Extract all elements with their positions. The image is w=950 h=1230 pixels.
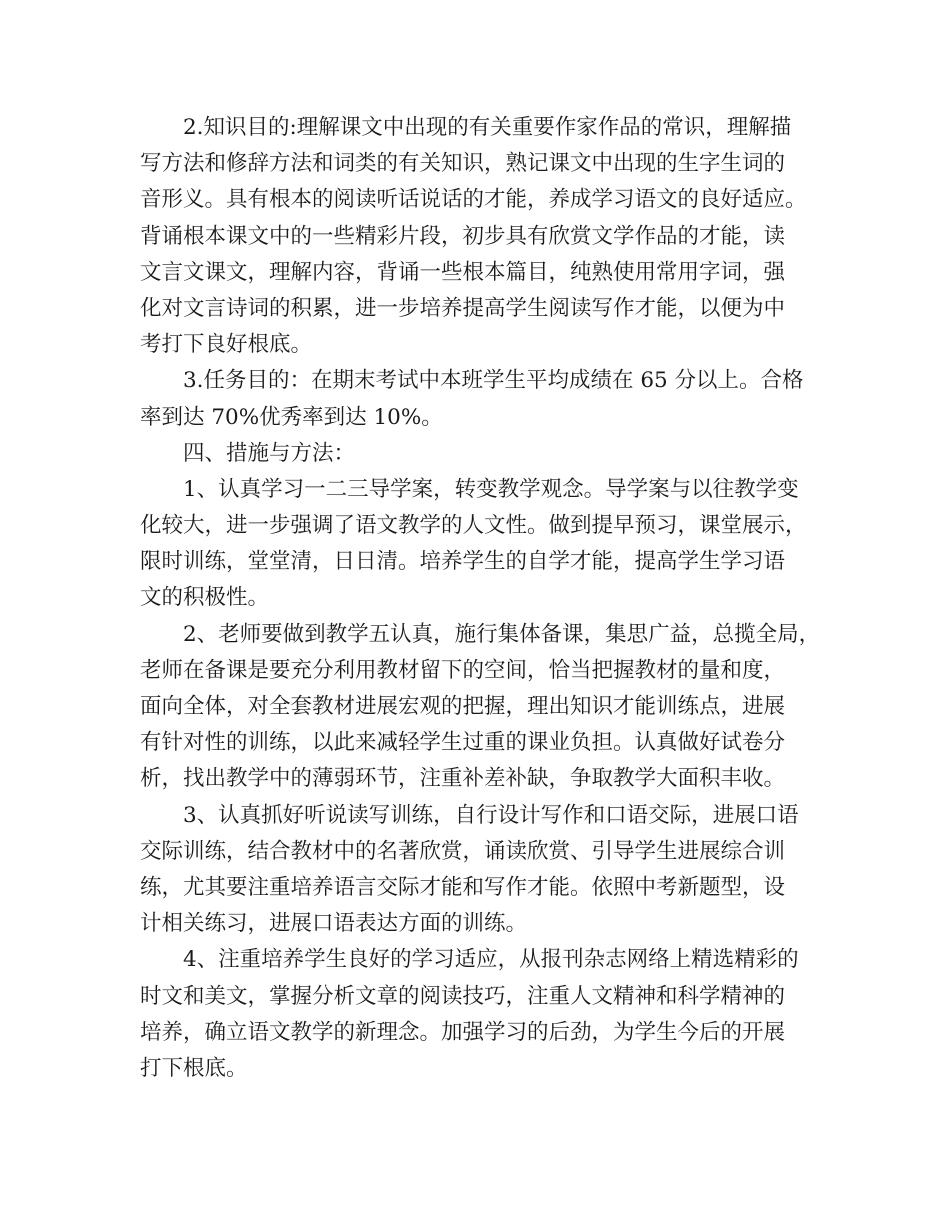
text-line: 4、注重培养学生良好的学习适应，从报刊杂志网络上精选精彩的 bbox=[183, 947, 799, 973]
text-line: 练，尤其要注重培养语言交际才能和写作才能。依照中考新题型，设 bbox=[140, 874, 786, 900]
text-line: 2.知识目的:理解课文中出现的有关重要作家作品的常识，理解描 bbox=[183, 115, 792, 140]
text-line: 面向全体，对全套教材进展宏观的把握，理出知识才能训练点，进展 bbox=[140, 694, 786, 719]
text-line: 3.任务目的：在期末考试中本班学生平均成绩在 65 分以上。合格 bbox=[183, 368, 804, 394]
text-line: 背诵根本课文中的一些精彩片段，初步具有欣赏文学作品的才能，读 bbox=[140, 223, 786, 249]
text-line: 有针对性的训练，以此来减轻学生过重的课业负担。认真做好试卷分 bbox=[140, 730, 786, 756]
text-line: 1、认真学习一二三导学案，转变教学观念。导学案与以往教学变 bbox=[183, 476, 799, 502]
text-line: 化对文言诗词的积累，进一步培养提高学生阅读写作才能，以便为中 bbox=[140, 295, 786, 321]
text-line: 3、认真抓好听说读写训练，自行设计写作和口语交际，进展口语 bbox=[183, 802, 799, 828]
text-line: 老师在备课是要充分利用教材留下的空间，恰当把握教材的量和度， bbox=[140, 657, 786, 683]
text-line: 写方法和修辞方法和词类的有关知识，熟记课文中出现的生字生词的 bbox=[140, 151, 786, 177]
text-line: 2、老师要做到教学五认真，施行集体备课，集思广益，总揽全局， bbox=[183, 621, 821, 647]
text-line: 培养，确立语文教学的新理念。加强学习的后劲，为学生今后的开展 bbox=[140, 1019, 786, 1045]
text-line: 文的积极性。 bbox=[140, 585, 270, 611]
section-heading: 四、措施与方法： bbox=[183, 440, 356, 466]
text-line: 限时训练，堂堂清，日日清。培养学生的自学才能，提高学生学习语 bbox=[140, 549, 786, 575]
text-line: 考打下良好根底。 bbox=[140, 332, 313, 358]
text-line: 化较大，进一步强调了语文教学的人文性。做到提早预习，课堂展示， bbox=[140, 513, 807, 539]
text-line: 打下根底。 bbox=[140, 1055, 248, 1081]
text-line: 交际训练，结合教材中的名著欣赏，诵读欣赏、引导学生进展综合训 bbox=[140, 838, 786, 864]
text-line: 音形义。具有根本的阅读听话说话的才能，养成学习语文的良好适应。 bbox=[140, 187, 807, 213]
text-line: 文言文课文，理解内容，背诵一些根本篇目，纯熟使用常用字词，强 bbox=[140, 259, 786, 285]
text-line: 时文和美文，掌握分析文章的阅读技巧，注重人文精神和科学精神的 bbox=[140, 983, 786, 1009]
text-line: 析，找出教学中的薄弱环节，注重补差补缺，争取教学大面积丰收。 bbox=[140, 766, 786, 792]
document-body bbox=[140, 110, 821, 1087]
text-line: 计相关练习，进展口语表达方面的训练。 bbox=[140, 911, 528, 937]
text-line: 率到达 70%优秀率到达 10%。 bbox=[140, 404, 443, 430]
